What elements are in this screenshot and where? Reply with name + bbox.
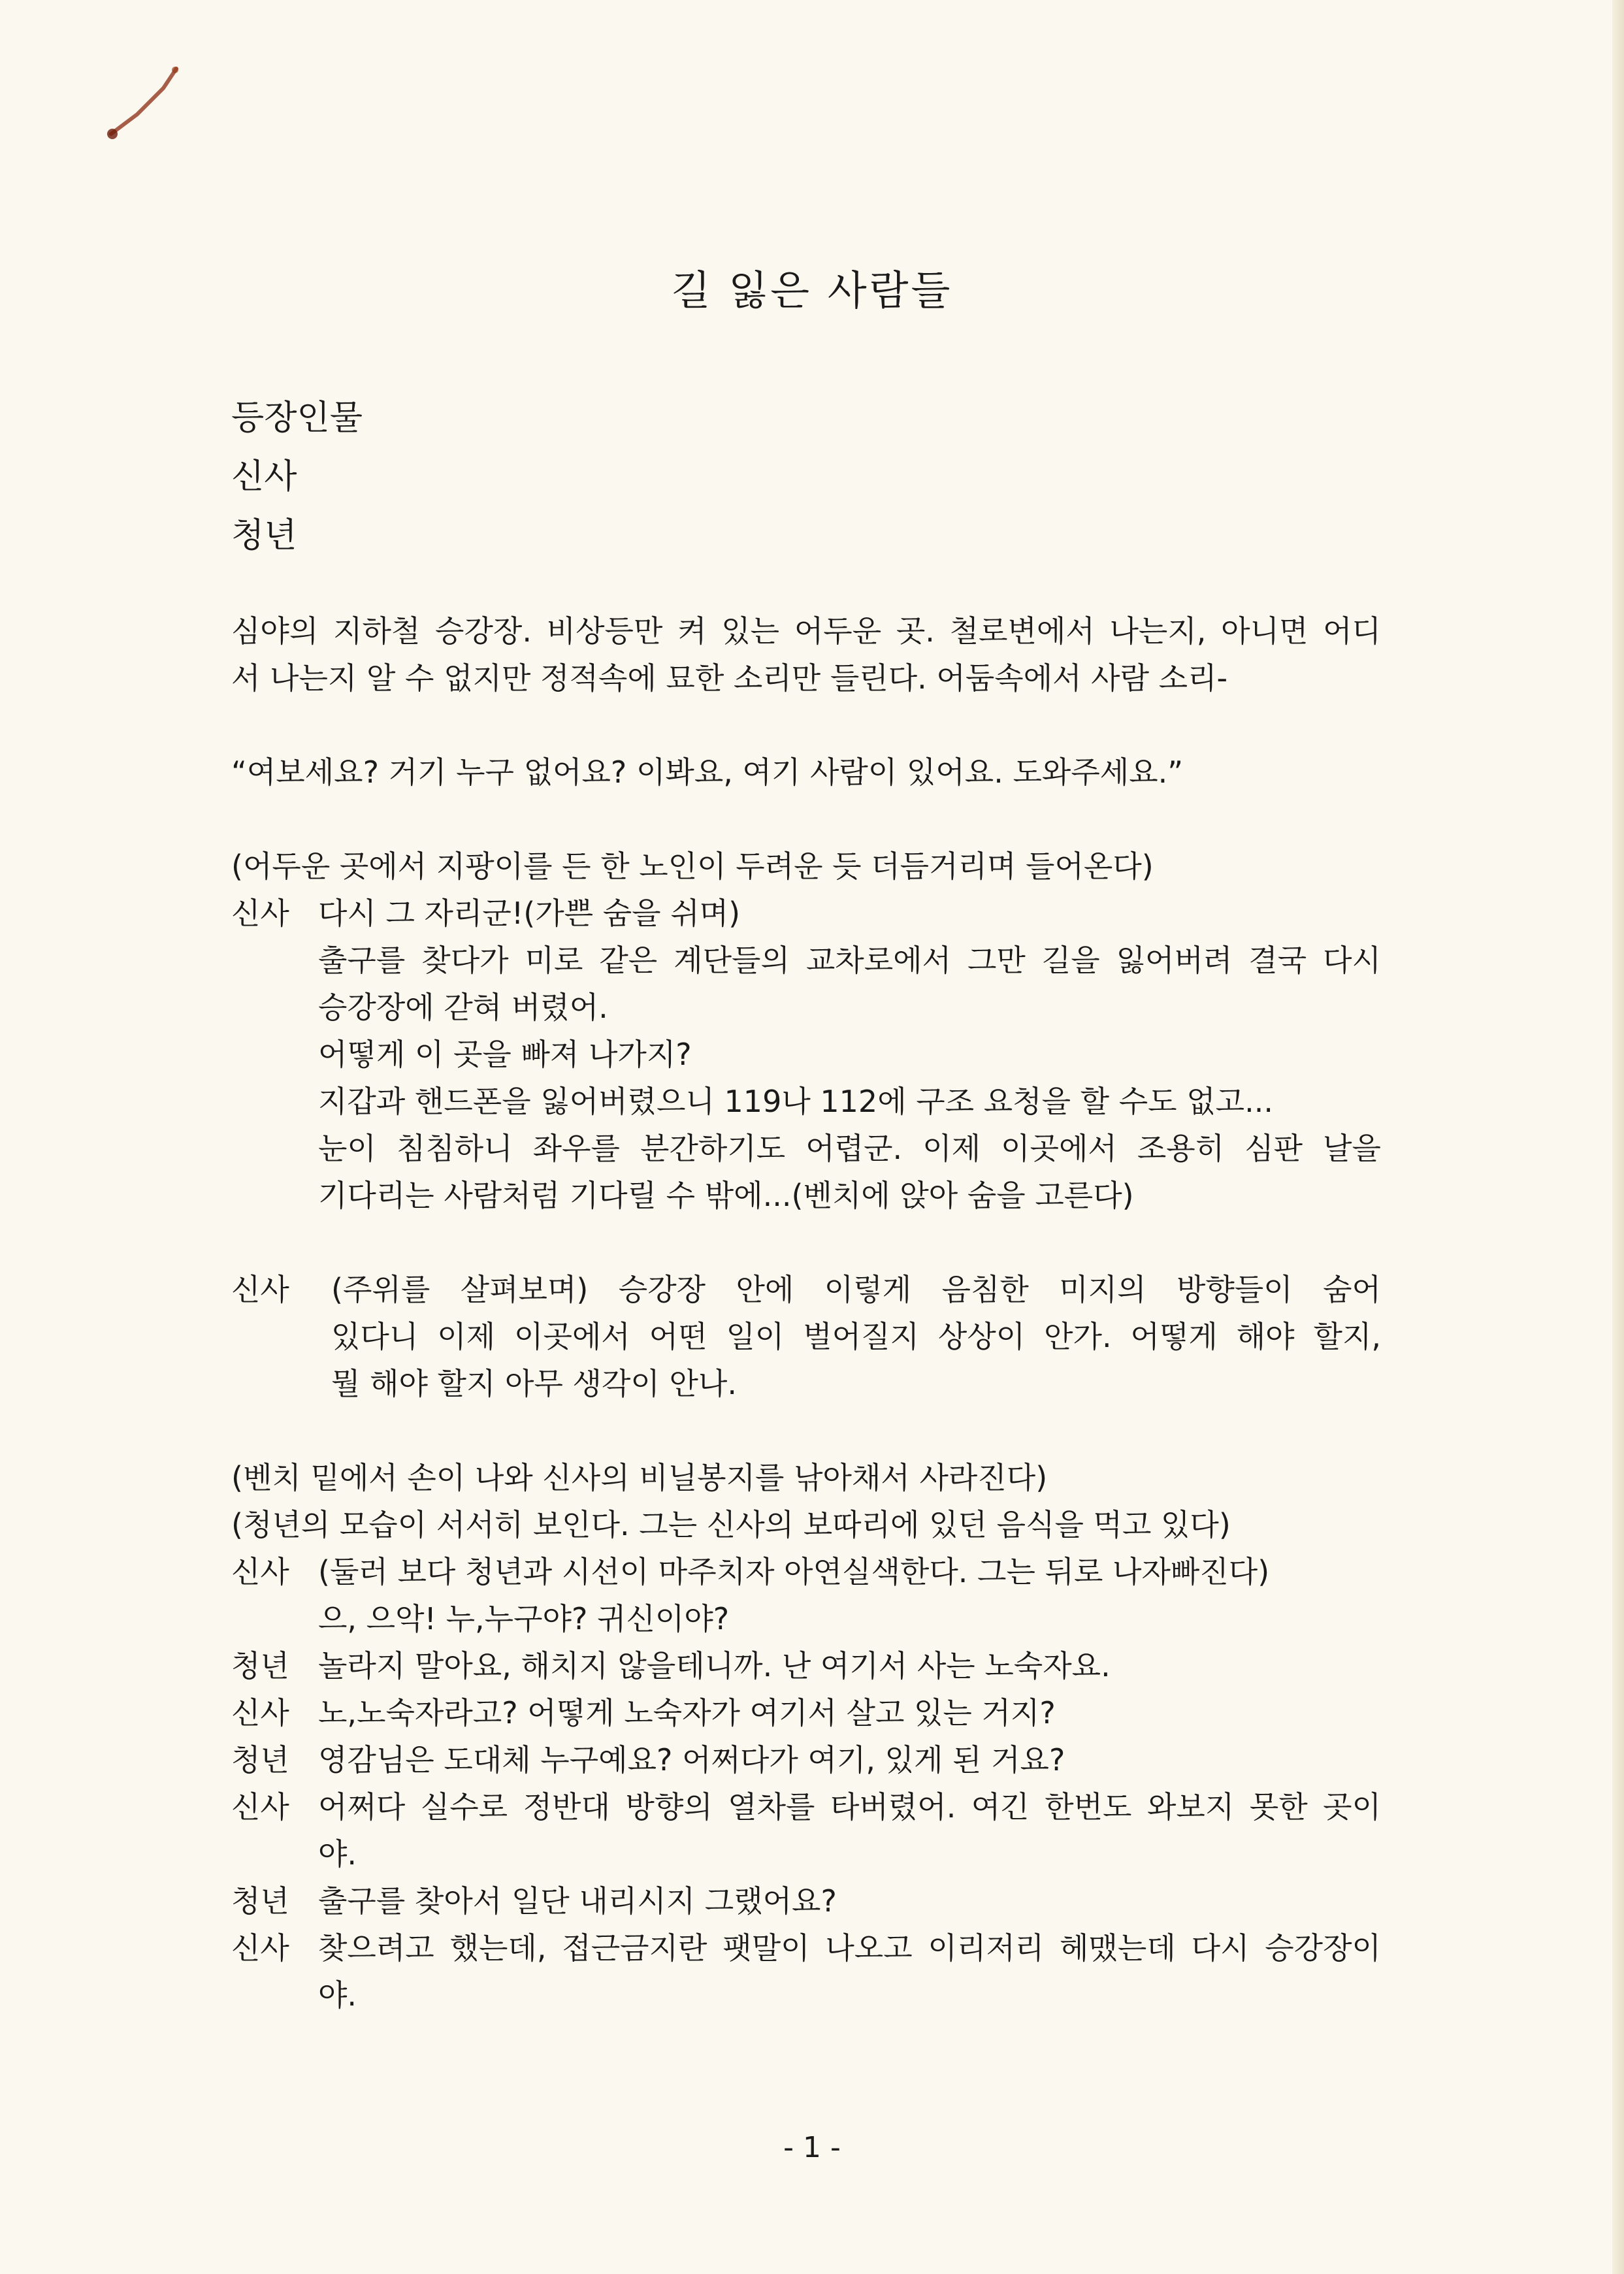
speaker-label: 신사	[231, 1789, 289, 1825]
page-title: 길 잃은 사람들	[671, 267, 953, 314]
speech-line: 지갑과 핸드폰을 잃어버렸으니 119나 112에 구조 요청을 할 수도 없고...	[318, 1084, 1273, 1119]
cast-member: 신사	[231, 457, 297, 496]
speaker-label: 청년	[231, 1883, 289, 1919]
dialogue-line	[231, 1736, 1381, 1783]
speaker-label: 신사	[231, 1272, 289, 1307]
speech-line: 있다니 이제 이곳에서 어떤 일이 벌어질지 상상이 안가. 어떻게 해야 할지,	[331, 1319, 1381, 1354]
dialogue-line	[231, 1783, 1381, 1877]
speech-line: 다시 그 자리군!(가쁜 숨을 쉬며)	[318, 896, 741, 931]
speech-line: 출구를 찾아서 일단 내리시지 그랬어요?	[318, 1883, 837, 1919]
stage-direction: (벤치 밑에서 손이 나와 신사의 비닐봉지를 낚아채서 사라진다)	[231, 1460, 1048, 1495]
speaker-label: 청년	[231, 1742, 289, 1778]
dialogue-line	[231, 1642, 1381, 1689]
script-body	[231, 608, 1381, 2019]
speech-line: 으, 으악! 누,누구야? 귀신이야?	[318, 1601, 730, 1636]
stage-direction: (청년의 모습이 서서히 보인다. 그는 신사의 보따리에 있던 음식을 먹고 있다)	[231, 1507, 1231, 1542]
speech-block	[231, 1266, 1381, 1407]
speaker-label: 신사	[231, 896, 289, 931]
speech-line: 노,노숙자라고? 어떻게 노숙자가 여기서 살고 있는 거지?	[318, 1695, 1056, 1730]
speech-block	[231, 890, 1381, 1219]
speech-line: 영감님은 도대체 누구예요? 어쩌다가 여기, 있게 된 거요?	[318, 1742, 1065, 1778]
dialogue-line	[231, 1925, 1381, 2019]
speech-line: 놀라지 말아요, 해치지 않을테니까. 난 여기서 사는 노숙자요.	[318, 1648, 1111, 1683]
speaker-label: 신사	[231, 1695, 289, 1730]
speech-line: 야.	[318, 1836, 357, 1872]
speech-line: (둘러 보다 청년과 시선이 마주치자 아연실색한다. 그는 뒤로 나자빠진다)	[318, 1554, 1270, 1589]
speech-line: 야.	[318, 1977, 357, 2013]
speaker-label: 청년	[231, 1648, 289, 1683]
setting-line: 서 나는지 알 수 없지만 정적속에 묘한 소리만 들린다. 어둠속에서 사람 소리-	[231, 660, 1228, 696]
speech-line: 어떻게 이 곳을 빠져 나가지?	[318, 1037, 692, 1072]
dialogue-line	[231, 1689, 1381, 1736]
speech-line: 어쩌다 실수로 정반대 방향의 열차를 타버렸어. 여긴 한번도 와보지 못한 곳이	[318, 1789, 1381, 1825]
ink-smudge-mark	[98, 62, 189, 147]
speech-line: 눈이 침침하니 좌우를 분간하기도 어렵군. 이제 이곳에서 조용히 심판 날을	[318, 1131, 1381, 1166]
speech-line: 승강장에 갇혀 버렸어.	[318, 990, 608, 1025]
speech-line: (주위를 살펴보며) 승강장 안에 이렇게 음침한 미지의 방향들이 숨어	[331, 1272, 1381, 1307]
speech-line: 출구를 찾다가 미로 같은 계단들의 교차로에서 그만 길을 잃어버려 결국 다시	[318, 943, 1381, 978]
cast-list	[231, 389, 363, 565]
stage-direction: (어두운 곳에서 지팡이를 든 한 노인이 두려운 듯 더듬거리며 들어온다)	[231, 849, 1154, 884]
speech-line: 뭘 해야 할지 아무 생각이 안나.	[331, 1366, 737, 1401]
setting-line: 심야의 지하철 승강장. 비상등만 켜 있는 어두운 곳. 철로변에서 나는지, 아니면 어디	[231, 613, 1381, 649]
dialogue-line	[231, 1548, 1381, 1642]
page-number: - 1 -	[783, 2131, 841, 2164]
offstage-call: “여보세요? 거기 누구 없어요? 이봐요, 여기 사람이 있어요. 도와주세요.”	[231, 755, 1184, 790]
dialogue-line	[231, 1877, 1381, 1925]
speaker-label: 신사	[231, 1930, 289, 1966]
cast-heading: 등장인물	[231, 398, 363, 438]
speech-line: 기다리는 사람처럼 기다릴 수 밖에...(벤치에 앉아 숨을 고른다)	[318, 1178, 1134, 1213]
cast-member: 청년	[231, 516, 297, 555]
paper-edge-shadow	[1612, 0, 1624, 2274]
speech-line: 찾으려고 했는데, 접근금지란 팻말이 나오고 이리저리 헤맸는데 다시 승강장이	[318, 1930, 1381, 1966]
speaker-label: 신사	[231, 1554, 289, 1589]
